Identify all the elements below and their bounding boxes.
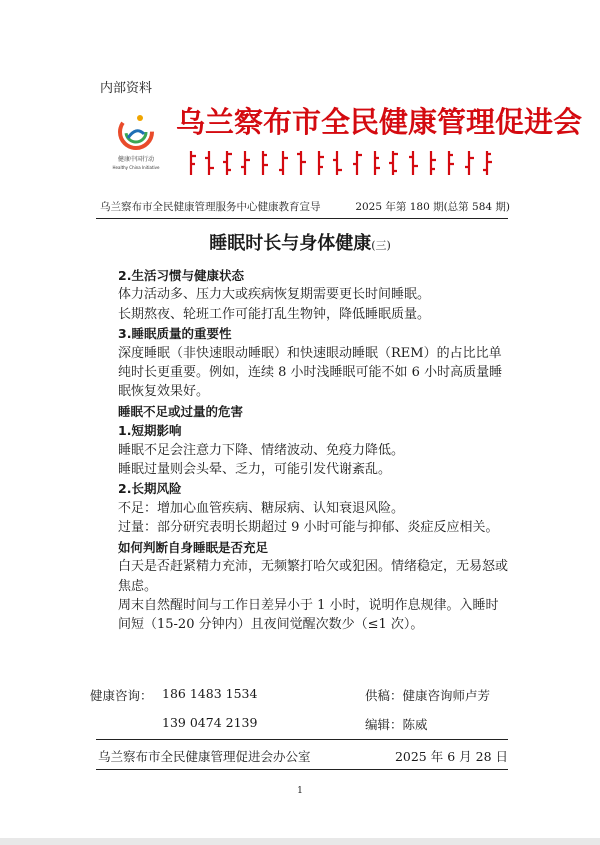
paragraph: 深度睡眠（非快速眼动睡眠）和快速眼动睡眠（REM）的占比比单纯时长更重要。例如，连续 8 小时浅睡眠可能不如 6 小时高质量睡眠恢复效果好。 [118, 345, 503, 400]
contact-phone-2: 139 0474 2139 [162, 715, 258, 730]
header-divider [96, 218, 508, 219]
contact-phone-1: 186 1483 1534 [162, 686, 258, 701]
issue-publisher: 乌兰察布市全民健康管理服务中心健康教育宣导 [100, 201, 321, 213]
footer-divider-bottom [96, 769, 508, 770]
issue-line [100, 199, 510, 214]
org-title: 乌兰察布市全民健康管理促进会 [176, 105, 583, 139]
footer-divider-top [96, 739, 508, 740]
paragraph: 过量：部分研究表明长期超过 9 小时可能与抑郁、炎症反应相关。 [118, 520, 499, 536]
section-heading: 1.短期影响 [118, 423, 182, 439]
logo-caption: 健康中国行动 Healthy China Initiative [112, 156, 160, 170]
article-title: 睡眠时长与身体健康(三) [209, 233, 391, 254]
paragraph: 睡眠不足会注意力下降、情绪波动、免疫力降低。 [118, 442, 405, 458]
article-body [118, 266, 510, 635]
paragraph: 白天是否赶紧精力充沛，无频繁打哈欠或犯困。情绪稳定，无易怒或焦虑。 [118, 559, 509, 594]
editor-credit: 编辑：陈威 [365, 717, 428, 732]
section-heading: 2.长期风险 [118, 481, 182, 497]
issue-number: 2025 年第 180 期(总第 584 期) [355, 201, 510, 213]
footer-org: 乌兰察布市全民健康管理促进会办公室 [98, 749, 311, 764]
section-heading: 2.生活习惯与健康状态 [118, 268, 244, 283]
section-heading: 3.睡眠质量的重要性 [118, 326, 232, 342]
paragraph: 周末自然醒时间与工作日差异小于 1 小时，说明作息规律。入睡时间短（15-20 分钟内）且夜间觉醒次数少（≤1 次）。 [118, 597, 499, 633]
footer-date: 2025 年 6 月 28 日 [394, 749, 508, 764]
footer [98, 747, 508, 765]
page-edge [0, 838, 600, 845]
paragraph: 睡眠过量则会头晕、乏力，可能引发代谢紊乱。 [118, 462, 392, 478]
paragraph: 不足：增加心血管疾病、糖尿病、认知衰退风险。 [118, 500, 405, 516]
section-heading: 睡眠不足或过量的危害 [118, 403, 244, 419]
contact-label: 健康咨询： [90, 688, 153, 703]
paragraph: 体力活动多、压力大或疾病恢复期需要更长时间睡眠。 [118, 287, 431, 303]
supplier-credit: 供稿：健康咨询师卢芳 [365, 688, 491, 703]
page-number: 1 [297, 786, 303, 796]
mongolian-script-text [187, 148, 502, 178]
internal-label: 内部资料 [100, 81, 153, 96]
section-heading: 如何判断自身睡眠是否充足 [118, 539, 269, 555]
paragraph: 长期熬夜、轮班工作可能打乱生物钟，降低睡眠质量。 [118, 306, 431, 322]
